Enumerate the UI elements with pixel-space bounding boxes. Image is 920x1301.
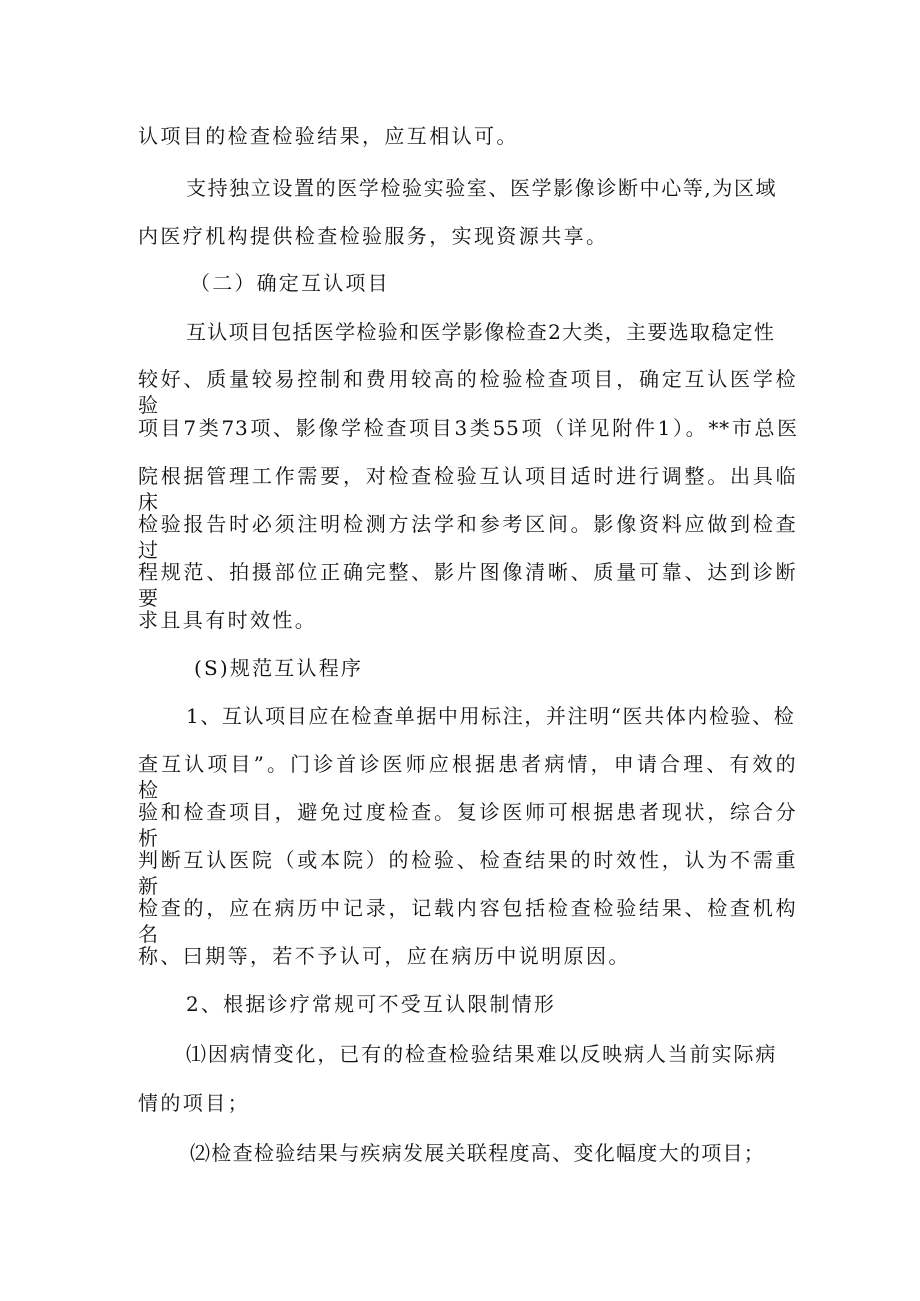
paragraph-line: 程规范、拍摄部位正确完整、影片图像清晰、质量可靠、达到诊断要 (138, 560, 798, 610)
paragraph-line: 互认项目包括医学检验和医学影像检查2大类，主要选取稳定性 (186, 320, 776, 344)
paragraph-line: 判断互认医院（或本院）的检验、检查结果的时效性，认为不需重新 (138, 848, 798, 898)
paragraph-line: 认项目的检查检验结果，应互相认可。 (138, 124, 519, 148)
paragraph-line: 称、曰期等，若不予认可，应在病历中说明原因。 (138, 944, 631, 968)
section-heading: （二）确定互认项目 (190, 271, 390, 295)
paragraph-line: 求且具有时效性。 (138, 608, 318, 632)
paragraph-line: 检验报告时必须注明检测方法学和参考区间。影像资料应做到检查过 (138, 512, 798, 562)
paragraph-line: 验和检查项目，避免过度检查。复诊医师可根据患者现状，综合分析 (138, 800, 798, 850)
paragraph-line: 情的项目； (138, 1091, 250, 1115)
paragraph-line: 检查的，应在病历中记录，记载内容包括检查检验结果、检查机构名 (138, 896, 798, 946)
paragraph-line: 支持独立设置的医学检验实验室、医学影像诊断中心等,为区域 (186, 176, 778, 200)
paragraph-line: 院根据管理工作需要，对检查检验互认项目适时进行调整。出具临床 (138, 464, 798, 514)
paragraph-line: 查互认项目”。门诊首诊医师应根据患者病情，申请合理、有效的检 (138, 752, 798, 802)
paragraph-line: 1、互认项目应在检查单据中用标注，并注明“医共体内检验、检 (186, 704, 796, 728)
paragraph-line: ⑵检查检验结果与疾病发展关联程度高、变化幅度大的项目； (190, 1141, 766, 1165)
paragraph-line: 内医疗机构提供检查检验服务，实现资源共享。 (138, 224, 609, 248)
paragraph-line: 项目7类73项、影像学检查项目3类55项（详见附件1）。**市总医 (138, 416, 798, 440)
paragraph-line: 2、根据诊疗常规可不受互认限制情形 (186, 992, 557, 1016)
paragraph-line: ⑴因病情变化，已有的检查检验结果难以反映病人当前实际病 (186, 1042, 778, 1066)
section-heading: (S)规范互认程序 (194, 656, 364, 680)
paragraph-line: 较好、质量较易控制和费用较高的检验检查项目，确定互认医学检验 (138, 367, 798, 417)
